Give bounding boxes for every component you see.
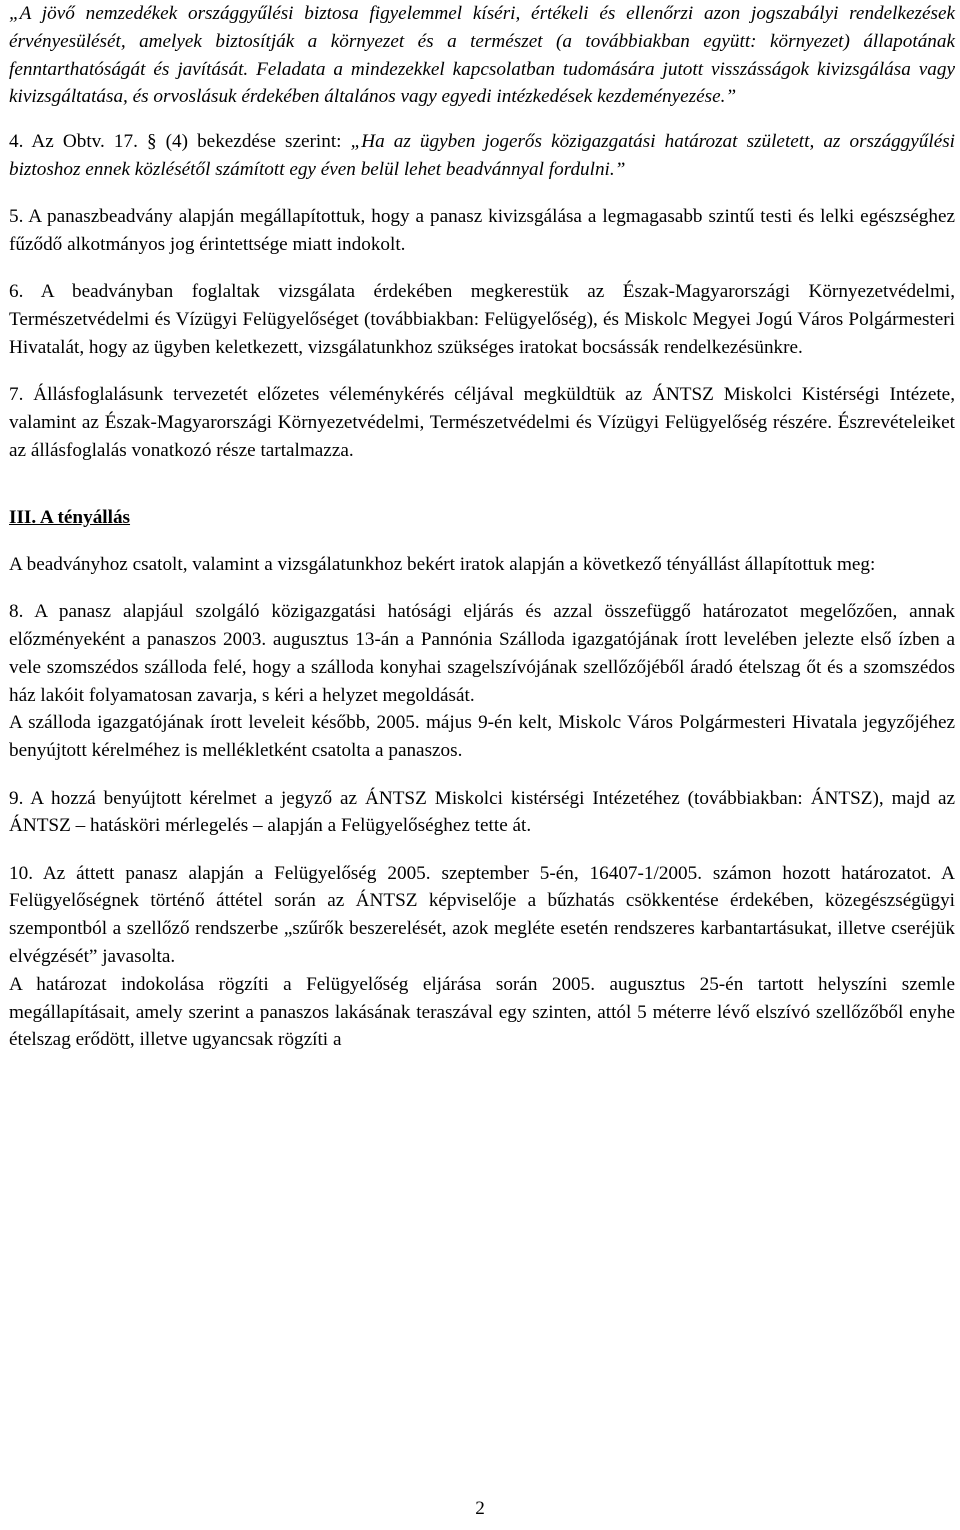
- intro-italic-paragraph: „A jövő nemzedékek országgyűlési biztosa figyelemmel kíséri, értékeli és ellenőrzi azon jogszabályi rendelkezések érvényesülését, amelyek biztosítják a környezet és a természet (a továbbiakban együtt: környezet) állapotának fenntarthatóságát és javítását. Feladata a mindezekkel kapcsolatban tudomására jutott visszásságok kivizsgálása vagy kivizsgáltatása, és orvoslásuk érdekében általános vagy egyedi intézkedések kezdeményezése.”: [9, 3, 955, 108]
- paragraph-8-continued: A szálloda igazgatójának írott leveleit később, 2005. május 9-én kelt, Miskolc Város Polgármesteri Hivatala jegyzőjéhez benyújtott kérelméhez is mellékletként csatolta a panaszos.: [9, 712, 955, 762]
- paragraph-10-continued: A határozat indokolása rögzíti a Felügyelőség eljárása során 2005. augusztus 25-én tartott helyszíni szemle megállapításait, amely szerint a panaszos lakásának teraszával egy szinten, attól 5 méterre lévő elszívó szellőzőből enyhe ételszag erődött, illetve ugyancsak rögzíti a: [9, 973, 955, 1051]
- page-number: 2: [475, 1498, 485, 1519]
- paragraph-8: 8. A panasz alapjául szolgáló közigazgatási hatósági eljárás és azzal összefüggő határozatot megelőzően, annak előzményeként a panaszos 2003. augusztus 13-án a Pannónia Szálloda igazgatójának írott levelében jelezte első ízben a vele szomszédos szálloda felé, hogy a szálloda konyhai szagelszívójának szellőzőjéből áradó ételszag őt és a szomszédos ház lakóit folyamatosan zavarja, s kéri a helyzet megoldását.: [9, 601, 955, 706]
- paragraph-6: 6. A beadványban foglaltak vizsgálata érdekében megkerestük az Észak-Magyarországi Környezetvédelmi, Természetvédelmi és Vízügyi Felügyelőséget (továbbiakban: Felügyelőség), és Miskolc Megyei Jogú Város Polgármesteri Hivatalát, hogy az ügyben keletkezett, vizsgálatunkhoz szükséges iratokat bocsássák rendelkezésünkre.: [9, 281, 955, 358]
- paragraph-4-lead: 4. Az Obtv. 17. § (4) bekezdése szerint:: [9, 131, 351, 153]
- paragraph-5: 5. A panaszbeadvány alapján megállapítottuk, hogy a panasz kivizsgálása a legmagasabb szintű testi és lelki egészséghez fűződő alkotmányos jog érintettsége miatt indokolt.: [9, 206, 955, 256]
- paragraph-10: 10. Az áttett panasz alapján a Felügyelőség 2005. szeptember 5-én, 16407-1/2005. számon hozott határozatot. A Felügyelőségnek történő áttétel során az ÁNTSZ képviselője a bűzhatás csökkentése érdekében, közegészségügyi szempontból a szellőző rendszerbe „szűrők beszerelését, azok megléte esetén rendszeres karbantartásukat, illetve cseréjük elvégzését” javasolta.: [9, 862, 955, 968]
- section-heading-iii: III. A tényállás: [9, 506, 131, 528]
- facts-intro-paragraph: A beadványhoz csatolt, valamint a vizsgálatunkhoz bekért iratok alapján a következő tényállást állapítottuk meg:: [9, 553, 876, 575]
- paragraph-4: [9, 128, 955, 184]
- paragraph-7: 7. Állásfoglalásunk tervezetét előzetes véleménykérés céljával megküldtük az ÁNTSZ Miskolci Kistérségi Intézete, valamint az Észak-Magyarországi Környezetvédelmi, Természetvédelmi és Vízügyi Felügyelőség részére. Észrevételeiket az állásfoglalás vonatkozó része tartalmazza.: [9, 384, 955, 461]
- document-page: [9, 0, 955, 1054]
- paragraph-4-quote: „Ha az ügyben jogerős közigazgatási határozat született, az országgyűlési biztoshoz ennek közlésétől számított egy éven belül lehet beadvánnyal fordulni.”: [9, 131, 956, 180]
- paragraph-9: 9. A hozzá benyújtott kérelmet a jegyző az ÁNTSZ Miskolci kistérségi Intézetéhez (továbbiakban: ÁNTSZ), majd az ÁNTSZ – hatásköri mérlegelés – alapján a Felügyelőséghez tette át.: [9, 787, 955, 837]
